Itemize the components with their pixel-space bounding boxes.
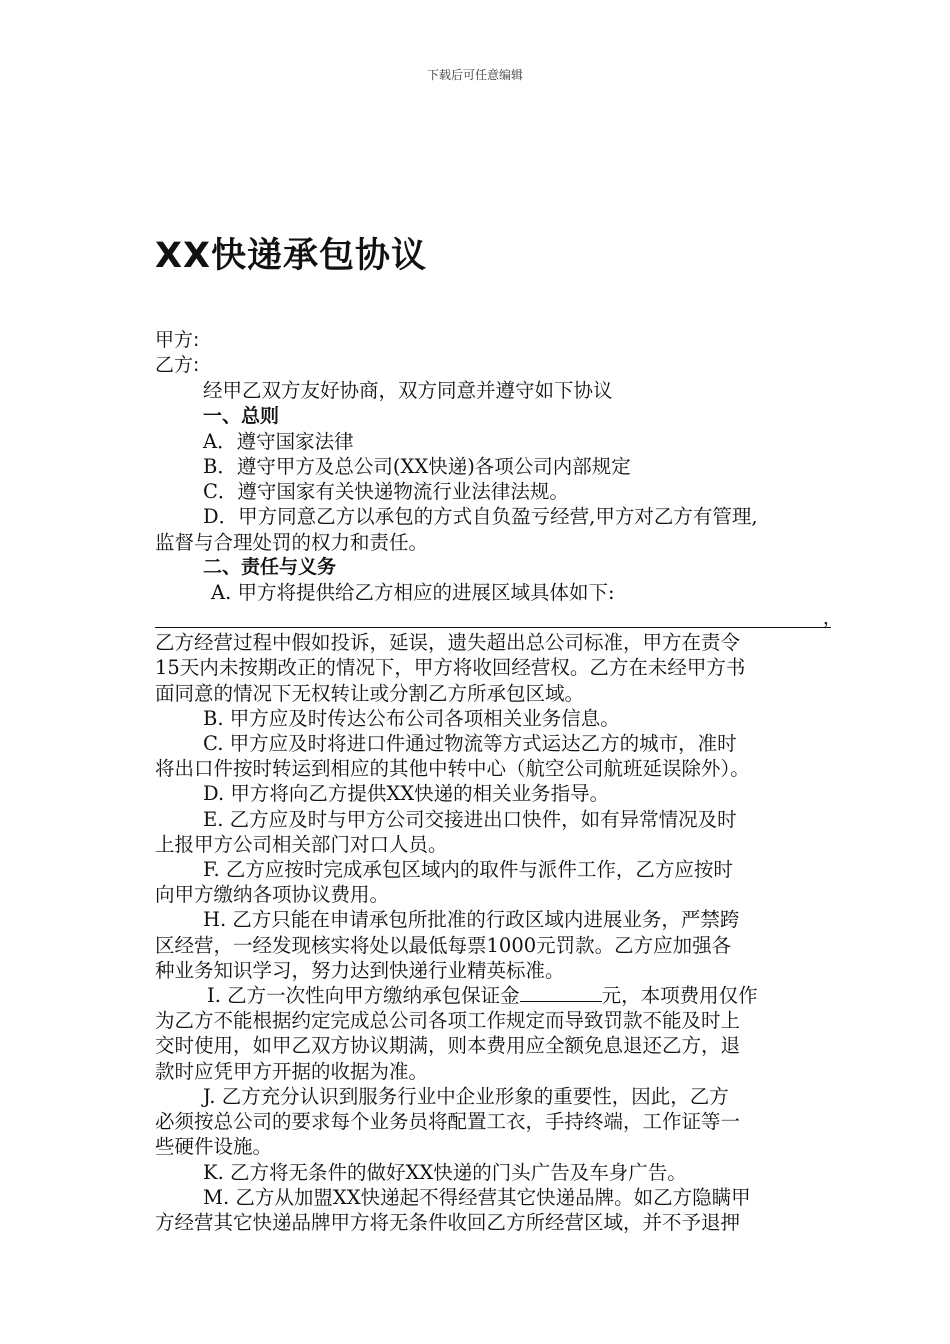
blank-comma: ， — [823, 608, 841, 630]
party-a-label: 甲方: — [155, 329, 200, 351]
clause-2-i-line3: 交时使用，如甲乙双方协议期满，则本费用应全额免息退还乙方，退 — [155, 1034, 741, 1058]
clause-2-m-line1: M. 乙方从加盟XX快递起不得经营其它快递品牌。如乙方隐瞒甲 — [203, 1185, 751, 1209]
clause-1-c: C．遵守国家有关快递物流行业法律法规。 — [203, 480, 569, 504]
clause-2-c-line1: C. 甲方应及时将进口件通过物流等方式运达乙方的城市，准时 — [203, 732, 737, 756]
page-title: XX快递承包协议 — [155, 236, 427, 276]
clause-2-h-line1: H. 乙方只能在申请承包所批准的行政区域内进展业务，严禁跨 — [203, 908, 740, 932]
clause-2-m-line2: 方经营其它快递品牌甲方将无条件收回乙方所经营区域，并不予退押 — [155, 1210, 741, 1234]
clause-1-b: B．遵守甲方及总公司(XX快递)各项公司内部规定 — [203, 455, 631, 479]
intro-paragraph: 经甲乙双方友好协商，双方同意并遵守如下协议 — [203, 379, 613, 403]
section-1-heading: 一、总则 — [203, 404, 280, 427]
clause-2-a-line3: 15天内未按期改正的情况下，甲方将收回经营权。乙方在未经甲方书 — [155, 656, 746, 680]
agreement-body — [155, 328, 841, 1235]
section-2-heading: 二、责任与义务 — [203, 555, 337, 578]
clause-1-d-line2: 监督与合理处罚的权力和责任。 — [155, 530, 429, 554]
clause-2-i-post: 元，本项费用仅作 — [601, 984, 758, 1008]
clause-2-a-line4: 面同意的情况下无权转让或分割乙方所承包区域。 — [155, 681, 585, 705]
clause-2-j-line1: J. 乙方充分认识到服务行业中企业形象的重要性，因此，乙方 — [203, 1084, 729, 1108]
clause-2-f-line2: 向甲方缴纳各项协议费用。 — [155, 883, 390, 907]
clause-2-i-line1 — [155, 983, 831, 1008]
clause-2-b: B. 甲方应及时传达公布公司各项相关业务信息。 — [203, 706, 620, 730]
clause-2-a-line2: 乙方经营过程中假如投诉，延误，遗失超出总公司标准，甲方在责令 — [155, 631, 741, 655]
region-fill-blank[interactable] — [155, 605, 841, 630]
clause-2-j-line2: 必须按总公司的要求每个业务员将配置工衣，手持终端，工作证等一 — [155, 1110, 741, 1134]
clause-2-i-pre: I. 乙方一次性向甲方缴纳承包保证金 — [207, 984, 520, 1008]
clause-2-j-line3: 些硬件设施。 — [155, 1135, 273, 1159]
clause-2-e-line2: 上报甲方公司相关部门对口人员。 — [155, 832, 448, 856]
clause-2-e-line1: E. 乙方应及时与甲方公司交接进出口快件，如有异常情况及时 — [203, 807, 737, 831]
deposit-amount-blank[interactable] — [520, 983, 602, 1002]
party-b-label: 乙方: — [155, 354, 200, 377]
clause-2-f-line1: F. 乙方应按时完成承包区域内的取件与派件工作，乙方应按时 — [203, 858, 733, 882]
clause-2-k: K. 乙方将无条件的做好XX快递的门头广告及车身广告。 — [203, 1160, 687, 1184]
clause-2-d: D. 甲方将向乙方提供XX快递的相关业务指导。 — [203, 782, 610, 806]
clause-2-c-line2: 将出口件按时转运到相应的其他中转中心（航空公司航班延误除外）。 — [155, 757, 750, 781]
clause-2-a-line1: A. 甲方将提供给乙方相应的进展区域具体如下: — [211, 581, 615, 605]
header-note: 下载后可任意编辑 — [426, 68, 523, 82]
clause-2-h-line3: 种业务知识学习，努力达到快递行业精英标准。 — [155, 958, 565, 982]
clause-2-h-line2: 区经营，一经发现核实将处以最低每票1000元罚款。乙方应加强各 — [155, 933, 732, 957]
clause-1-d-line1: D．甲方同意乙方以承包的方式自负盈亏经营,甲方对乙方有管理, — [203, 505, 758, 529]
clause-2-i-line2: 为乙方不能根据约定完成总公司各项工作规定而导致罚款不能及时上 — [155, 1009, 741, 1033]
clause-1-a: A．遵守国家法律 — [203, 429, 354, 453]
clause-2-i-line4: 款时应凭甲方开据的收据为准。 — [155, 1059, 429, 1083]
